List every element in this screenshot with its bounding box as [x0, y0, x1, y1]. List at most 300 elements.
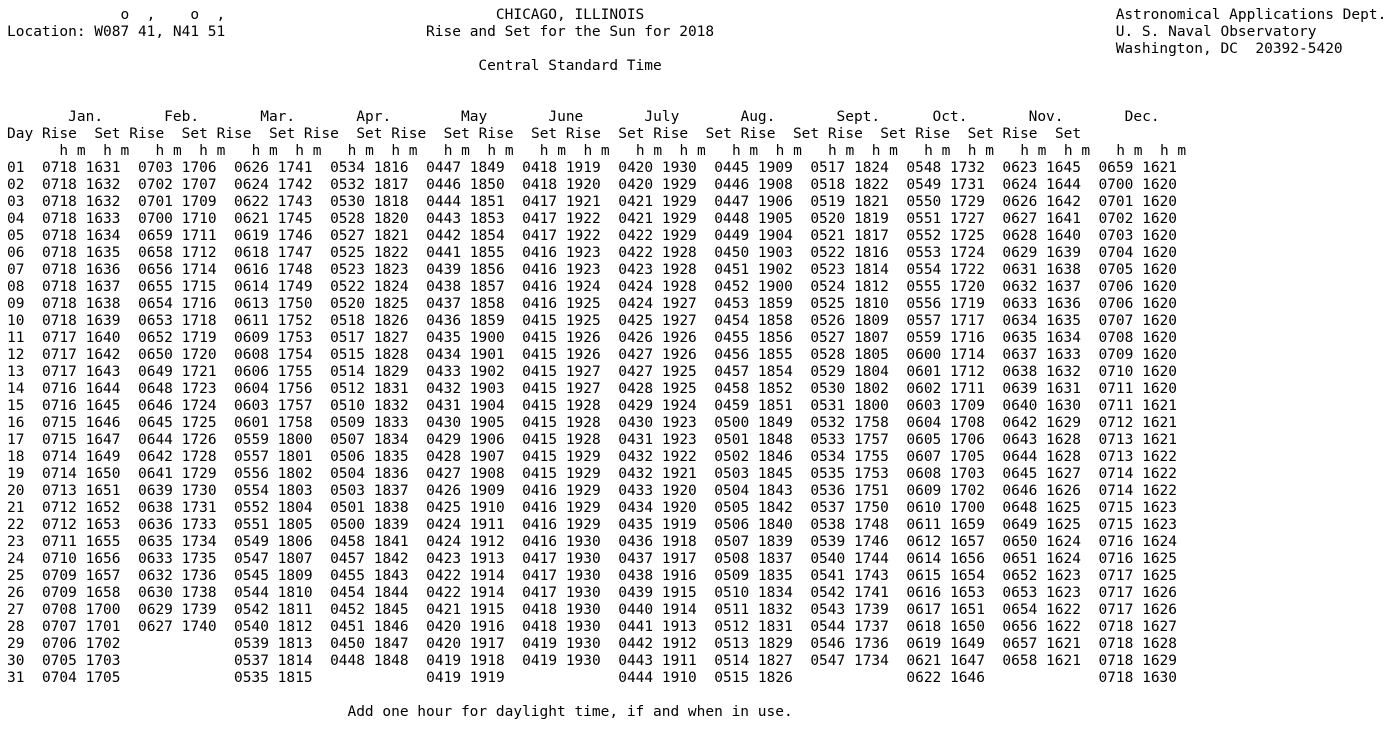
rise-set-cell: 0708 1700 [41, 602, 121, 618]
month-header-1: Feb. [146, 109, 226, 125]
rise-set-cell: 0656 1622 [1002, 619, 1081, 635]
rise-set-cell: 0608 1703 [906, 466, 985, 482]
rise-set-cell: 0639 1730 [137, 483, 217, 499]
set-units: h m [391, 143, 418, 159]
rise-set-cell: 0702 1620 [1098, 211, 1178, 227]
rise-set-cell: 0635 1734 [137, 534, 217, 550]
rise-set-cell: 0517 1824 [810, 160, 889, 176]
rise-set-cell: 0608 1754 [234, 347, 313, 363]
rise-set-cell: 0509 1833 [330, 415, 409, 431]
rise-set-cell: 0547 1807 [234, 551, 313, 567]
rise-set-cell: 0701 1620 [1098, 194, 1178, 210]
rise-set-cell: 0542 1811 [234, 602, 313, 618]
rise-set-cell: 0415 1926 [522, 347, 601, 363]
rise-set-cell: 0431 1923 [618, 432, 697, 448]
degree-marks: o , o , [7, 7, 226, 23]
empty-cell [138, 636, 217, 652]
rise-set-cell: 0521 1817 [810, 228, 889, 244]
rise-set-cell: 0420 1929 [618, 177, 697, 193]
rise-set-cell: 0626 1741 [234, 160, 313, 176]
rise-set-cell: 0645 1627 [1002, 466, 1081, 482]
rise-set-cell: 0426 1909 [426, 483, 505, 499]
rise-set-cell: 0518 1826 [330, 313, 409, 329]
table-row [7, 296, 1177, 312]
rise-set-cell: 0551 1727 [906, 211, 985, 227]
org-line-2: U. S. Naval Observatory [1115, 24, 1317, 40]
rise-set-cell: 0609 1702 [906, 483, 985, 499]
rise-set-cell: 0443 1911 [618, 653, 697, 669]
rise-set-cell: 0711 1655 [41, 534, 121, 550]
rise-set-cell: 0632 1736 [137, 568, 217, 584]
rise-set-cell: 0503 1845 [714, 466, 793, 482]
rise-set-cell: 0535 1815 [234, 670, 313, 686]
day-number: 12 [7, 347, 25, 363]
rise-set-cell: 0454 1858 [714, 313, 793, 329]
rise-set-cell: 0639 1631 [1002, 381, 1081, 397]
rise-set-cell: 0500 1849 [714, 415, 793, 431]
rise-set-cell: 0540 1812 [234, 619, 313, 635]
rise-set-cell: 0437 1917 [618, 551, 697, 567]
rise-set-cell: 0618 1650 [906, 619, 985, 635]
rise-set-cell: 0709 1620 [1098, 347, 1178, 363]
rise-set-cell: 0525 1822 [330, 245, 409, 261]
set-header: Set [94, 126, 121, 142]
rise-set-cell: 0424 1912 [426, 534, 505, 550]
rise-set-cell: 0716 1625 [1098, 551, 1178, 567]
rise-set-cell: 0435 1919 [618, 517, 697, 533]
rise-set-cell: 0417 1922 [522, 228, 601, 244]
rise-set-cell: 0613 1750 [234, 296, 313, 312]
rise-set-cell: 0537 1750 [810, 500, 889, 516]
day-number: 01 [7, 160, 25, 176]
rise-set-cell: 0645 1725 [137, 415, 217, 431]
rise-set-cell: 0439 1856 [426, 262, 505, 278]
rise-set-cell: 0604 1708 [906, 415, 985, 431]
rise-set-cell: 0718 1628 [1098, 636, 1178, 652]
rise-set-cell: 0421 1915 [426, 602, 505, 618]
table-row [7, 364, 1177, 380]
rise-set-cell: 0523 1823 [330, 262, 409, 278]
rise-set-cell: 0455 1843 [330, 568, 409, 584]
day-number: 08 [7, 279, 25, 295]
empty-cell [522, 670, 601, 686]
table-row [7, 313, 1177, 329]
table-row [7, 228, 1177, 244]
rise-set-cell: 0416 1929 [522, 517, 601, 533]
rise-header: Rise [653, 126, 689, 142]
rise-set-cell: 0442 1912 [618, 636, 697, 652]
rise-set-cell: 0609 1753 [234, 330, 313, 346]
rise-set-cell: 0630 1738 [137, 585, 217, 601]
rise-set-cell: 0431 1904 [426, 398, 505, 414]
rise-set-cell: 0512 1831 [714, 619, 793, 635]
rise-set-cell: 0451 1902 [714, 262, 793, 278]
rise-set-cell: 0711 1621 [1098, 398, 1178, 414]
rise-set-cell: 0717 1625 [1098, 568, 1178, 584]
rise-set-cell: 0604 1756 [234, 381, 313, 397]
rise-set-cell: 0442 1854 [426, 228, 505, 244]
set-header: Set [268, 126, 296, 142]
rise-set-cell: 0717 1640 [41, 330, 121, 346]
rise-set-cell: 0417 1921 [522, 194, 601, 210]
month-header-3: Apr. [338, 109, 418, 125]
rise-set-cell: 0716 1644 [41, 381, 121, 397]
rise-set-cell: 0436 1859 [426, 313, 505, 329]
day-number: 31 [7, 670, 25, 686]
rise-header: Rise [216, 126, 252, 142]
rise-set-cell: 0713 1622 [1098, 449, 1178, 465]
rise-set-cell: 0703 1620 [1098, 228, 1178, 244]
set-units: h m [967, 143, 994, 159]
units-header-row [7, 143, 1186, 159]
month-header-9: Oct. [915, 109, 994, 125]
rise-set-cell: 0415 1927 [522, 364, 601, 380]
rise-set-cell: 0709 1657 [41, 568, 121, 584]
rise-set-cell: 0429 1906 [426, 432, 505, 448]
month-header-0: Jan. [50, 109, 130, 125]
rise-set-cell: 0450 1903 [714, 245, 793, 261]
rise-set-cell: 0418 1930 [522, 602, 601, 618]
rise-set-cell: 0510 1832 [330, 398, 409, 414]
day-number: 29 [7, 636, 25, 652]
rise-set-cell: 0519 1821 [810, 194, 889, 210]
rise-set-cell: 0602 1711 [906, 381, 985, 397]
month-header-4: May [434, 109, 514, 125]
rise-set-cell: 0718 1636 [41, 262, 121, 278]
rise-set-cell: 0428 1925 [618, 381, 697, 397]
rise-set-cell: 0718 1638 [41, 296, 121, 312]
rise-set-cell: 0642 1728 [137, 449, 217, 465]
rise-set-cell: 0536 1751 [810, 483, 889, 499]
rise-set-cell: 0640 1630 [1002, 398, 1081, 414]
set-units: h m [1159, 143, 1187, 159]
rise-set-cell: 0420 1917 [426, 636, 505, 652]
rise-set-cell: 0537 1814 [234, 653, 313, 669]
rise-set-cell: 0624 1644 [1002, 177, 1081, 193]
empty-cell [330, 670, 409, 686]
table-row [7, 432, 1177, 448]
rise-set-cell: 0441 1913 [618, 619, 697, 635]
rise-set-cell: 0451 1846 [330, 619, 409, 635]
rise-set-cell: 0434 1901 [426, 347, 505, 363]
rise-set-cell: 0415 1928 [522, 432, 601, 448]
rise-set-cell: 0622 1743 [234, 194, 313, 210]
set-header: Set [443, 126, 470, 142]
page-title: CHICAGO, ILLINOIS [495, 7, 645, 23]
rise-header: Rise [1002, 126, 1038, 142]
rise-set-cell: 0617 1651 [906, 602, 985, 618]
rise-set-cell: 0421 1929 [618, 211, 697, 227]
almanac-sheet [7, 7, 1386, 721]
rise-set-cell: 0428 1907 [426, 449, 505, 465]
table-row [7, 483, 1177, 499]
rise-set-cell: 0554 1803 [234, 483, 313, 499]
data-table [7, 160, 1177, 686]
rise-set-cell: 0717 1643 [41, 364, 121, 380]
rise-set-cell: 0556 1802 [234, 466, 313, 482]
rise-set-cell: 0716 1645 [41, 398, 121, 414]
rise-set-cell: 0555 1720 [906, 279, 985, 295]
rise-set-cell: 0532 1817 [330, 177, 409, 193]
rise-set-cell: 0654 1716 [137, 296, 217, 312]
rise-set-cell: 0718 1633 [41, 211, 121, 227]
rise-set-cell: 0718 1639 [41, 313, 121, 329]
rise-set-cell: 0430 1905 [426, 415, 505, 431]
rise-set-cell: 0539 1813 [234, 636, 313, 652]
set-units: h m [487, 143, 514, 159]
rise-set-cell: 0432 1922 [618, 449, 697, 465]
rise-set-cell: 0415 1929 [522, 449, 601, 465]
rise-set-cell: 0624 1742 [234, 177, 313, 193]
day-number: 15 [7, 398, 25, 414]
rise-set-cell: 0603 1709 [906, 398, 985, 414]
rise-set-cell: 0704 1705 [41, 670, 121, 686]
table-row [7, 398, 1177, 414]
rise-set-cell: 0514 1827 [714, 653, 793, 669]
rise-set-cell: 0718 1629 [1098, 653, 1178, 669]
location: Location: W087 41, N41 51 [7, 24, 226, 40]
rise-set-cell: 0416 1923 [522, 262, 601, 278]
rise-set-cell: 0415 1925 [522, 313, 601, 329]
rise-set-cell: 0447 1849 [426, 160, 505, 176]
table-row [7, 347, 1177, 363]
rise-set-cell: 0457 1842 [330, 551, 409, 567]
rise-set-cell: 0418 1930 [522, 619, 601, 635]
day-number: 30 [7, 653, 25, 669]
day-number: 18 [7, 449, 25, 465]
day-number: 07 [7, 262, 25, 278]
rise-set-cell: 0708 1620 [1098, 330, 1178, 346]
day-number: 22 [7, 517, 25, 533]
rise-set-cell: 0546 1736 [810, 636, 889, 652]
rise-set-cell: 0718 1635 [41, 245, 121, 261]
rise-set-cell: 0443 1853 [426, 211, 505, 227]
rise-set-cell: 0417 1930 [522, 585, 601, 601]
rise-header: Rise [740, 126, 776, 142]
rise-header: Rise [915, 126, 951, 142]
rise-set-cell: 0424 1911 [426, 517, 505, 533]
rise-set-cell: 0642 1629 [1002, 415, 1081, 431]
table-row [7, 415, 1177, 431]
table-row [7, 585, 1177, 601]
rise-set-cell: 0533 1757 [810, 432, 889, 448]
day-number: 05 [7, 228, 25, 244]
day-column-header: Day [7, 126, 34, 142]
rise-set-cell: 0715 1646 [41, 415, 121, 431]
rise-set-cell: 0710 1620 [1098, 364, 1178, 380]
rise-set-cell: 0427 1908 [426, 466, 505, 482]
rise-set-cell: 0603 1757 [234, 398, 313, 414]
rise-set-cell: 0525 1810 [810, 296, 889, 312]
rise-set-cell: 0607 1705 [906, 449, 985, 465]
table-row [7, 619, 1177, 635]
rise-set-cell: 0418 1919 [522, 160, 601, 176]
rise-set-cell: 0715 1623 [1098, 500, 1178, 516]
rise-set-cell: 0415 1927 [522, 381, 601, 397]
rise-set-cell: 0655 1715 [137, 279, 217, 295]
rise-set-cell: 0601 1712 [906, 364, 985, 380]
rise-set-cell: 0503 1837 [330, 483, 409, 499]
rise-set-cell: 0416 1923 [522, 245, 601, 261]
set-header: Set [356, 126, 383, 142]
rise-set-cell: 0706 1620 [1098, 296, 1178, 312]
rise-set-cell: 0632 1637 [1002, 279, 1081, 295]
daylight-note: Add one hour for daylight time, if and when in use. [347, 704, 793, 720]
rise-set-cell: 0717 1626 [1098, 585, 1178, 601]
rise-set-cell: 0501 1848 [714, 432, 793, 448]
day-number: 13 [7, 364, 25, 380]
rise-set-cell: 0426 1926 [618, 330, 697, 346]
rise-set-cell: 0511 1832 [714, 602, 793, 618]
rise-units: h m [59, 143, 86, 159]
rise-units: h m [1020, 143, 1047, 159]
rise-set-cell: 0444 1851 [426, 194, 505, 210]
rise-set-cell: 0419 1919 [426, 670, 505, 686]
rise-set-cell: 0504 1843 [714, 483, 793, 499]
rise-set-cell: 0601 1758 [234, 415, 313, 431]
rise-header: Rise [303, 126, 339, 142]
rise-set-cell: 0506 1835 [330, 449, 409, 465]
rise-set-header-row [7, 126, 1081, 142]
month-header-8: Sept. [819, 109, 898, 125]
set-header: Set [618, 126, 645, 142]
day-number: 10 [7, 313, 25, 329]
rise-set-cell: 0622 1646 [906, 670, 985, 686]
rise-set-cell: 0450 1847 [330, 636, 409, 652]
rise-set-cell: 0614 1749 [234, 279, 313, 295]
table-row [7, 653, 1177, 669]
day-number: 25 [7, 568, 25, 584]
rise-header: Rise [565, 126, 601, 142]
rise-set-cell: 0539 1746 [810, 534, 889, 550]
rise-set-cell: 0528 1805 [810, 347, 889, 363]
rise-set-cell: 0417 1930 [522, 551, 601, 567]
rise-set-cell: 0627 1740 [137, 619, 217, 635]
set-units: h m [679, 143, 706, 159]
rise-set-cell: 0600 1714 [906, 347, 985, 363]
rise-set-cell: 0416 1929 [522, 500, 601, 516]
rise-set-cell: 0433 1902 [426, 364, 505, 380]
rise-set-cell: 0636 1733 [137, 517, 217, 533]
rise-set-cell: 0416 1929 [522, 483, 601, 499]
set-header: Set [530, 126, 558, 142]
rise-set-cell: 0415 1928 [522, 415, 601, 431]
rise-set-cell: 0649 1625 [1002, 517, 1081, 533]
rise-set-cell: 0448 1905 [714, 211, 793, 227]
rise-set-cell: 0458 1852 [714, 381, 793, 397]
month-header-7: Aug. [723, 109, 802, 125]
rise-set-cell: 0544 1810 [234, 585, 313, 601]
rise-set-cell: 0659 1711 [137, 228, 217, 244]
rise-set-cell: 0718 1632 [41, 177, 121, 193]
rise-set-cell: 0633 1735 [137, 551, 217, 567]
rise-set-cell: 0650 1624 [1002, 534, 1081, 550]
rise-set-cell: 0504 1836 [330, 466, 409, 482]
rise-set-cell: 0430 1923 [618, 415, 697, 431]
rise-set-cell: 0437 1858 [426, 296, 505, 312]
rise-set-cell: 0417 1930 [522, 568, 601, 584]
rise-set-cell: 0425 1910 [426, 500, 505, 516]
rise-set-cell: 0456 1855 [714, 347, 793, 363]
rise-set-cell: 0644 1628 [1002, 449, 1081, 465]
rise-set-cell: 0649 1721 [137, 364, 217, 380]
day-number: 24 [7, 551, 25, 567]
rise-set-cell: 0714 1622 [1098, 483, 1178, 499]
rise-set-cell: 0416 1930 [522, 534, 601, 550]
rise-set-cell: 0718 1630 [1098, 670, 1178, 686]
rise-units: h m [731, 143, 759, 159]
rise-set-cell: 0522 1824 [330, 279, 409, 295]
rise-set-cell: 0707 1701 [41, 619, 121, 635]
rise-set-cell: 0551 1805 [234, 517, 313, 533]
day-number: 14 [7, 381, 25, 397]
rise-set-cell: 0621 1745 [234, 211, 313, 227]
rise-set-cell: 0438 1857 [426, 279, 505, 295]
rise-set-cell: 0508 1837 [714, 551, 793, 567]
rise-set-cell: 0702 1707 [137, 177, 217, 193]
month-header-6: July [626, 109, 706, 125]
rise-set-cell: 0641 1729 [137, 466, 217, 482]
day-number: 27 [7, 602, 25, 618]
rise-set-cell: 0650 1720 [137, 347, 217, 363]
rise-set-cell: 0422 1929 [618, 228, 697, 244]
rise-set-cell: 0520 1819 [810, 211, 889, 227]
rise-set-cell: 0706 1620 [1098, 279, 1178, 295]
timezone-label: Central Standard Time [478, 58, 662, 74]
rise-set-cell: 0501 1838 [330, 500, 409, 516]
set-units: h m [871, 143, 898, 159]
rise-set-cell: 0415 1929 [522, 466, 601, 482]
rise-set-cell: 0715 1623 [1098, 517, 1178, 533]
rise-set-cell: 0530 1802 [810, 381, 889, 397]
rise-set-cell: 0453 1859 [714, 296, 793, 312]
rise-header: Rise [41, 126, 77, 142]
rise-set-cell: 0447 1906 [714, 194, 793, 210]
rise-units: h m [635, 143, 663, 159]
rise-set-cell: 0716 1624 [1098, 534, 1178, 550]
day-number: 09 [7, 296, 25, 312]
rise-set-cell: 0644 1726 [137, 432, 217, 448]
rise-set-cell: 0422 1914 [426, 568, 505, 584]
day-number: 06 [7, 245, 25, 261]
rise-set-cell: 0718 1634 [41, 228, 121, 244]
rise-set-cell: 0654 1622 [1002, 602, 1081, 618]
rise-set-cell: 0423 1928 [618, 262, 697, 278]
rise-set-cell: 0559 1800 [234, 432, 313, 448]
rise-set-cell: 0432 1903 [426, 381, 505, 397]
rise-set-cell: 0656 1714 [137, 262, 217, 278]
rise-set-cell: 0502 1846 [714, 449, 793, 465]
rise-set-cell: 0449 1904 [714, 228, 793, 244]
rise-set-cell: 0540 1744 [810, 551, 889, 567]
rise-set-cell: 0421 1929 [618, 194, 697, 210]
rise-set-cell: 0420 1916 [426, 619, 505, 635]
table-row [7, 551, 1177, 567]
rise-units: h m [347, 143, 374, 159]
rise-set-cell: 0552 1804 [234, 500, 313, 516]
rise-units: h m [539, 143, 566, 159]
rise-set-cell: 0518 1822 [810, 177, 889, 193]
rise-set-cell: 0457 1854 [714, 364, 793, 380]
month-header-2: Mar. [242, 109, 322, 125]
rise-set-cell: 0706 1702 [41, 636, 121, 652]
rise-set-cell: 0444 1910 [618, 670, 697, 686]
rise-set-cell: 0629 1639 [1002, 245, 1081, 261]
rise-set-cell: 0510 1834 [714, 585, 793, 601]
rise-set-cell: 0416 1924 [522, 279, 601, 295]
rise-set-cell: 0512 1831 [330, 381, 409, 397]
rise-set-cell: 0549 1806 [234, 534, 313, 550]
